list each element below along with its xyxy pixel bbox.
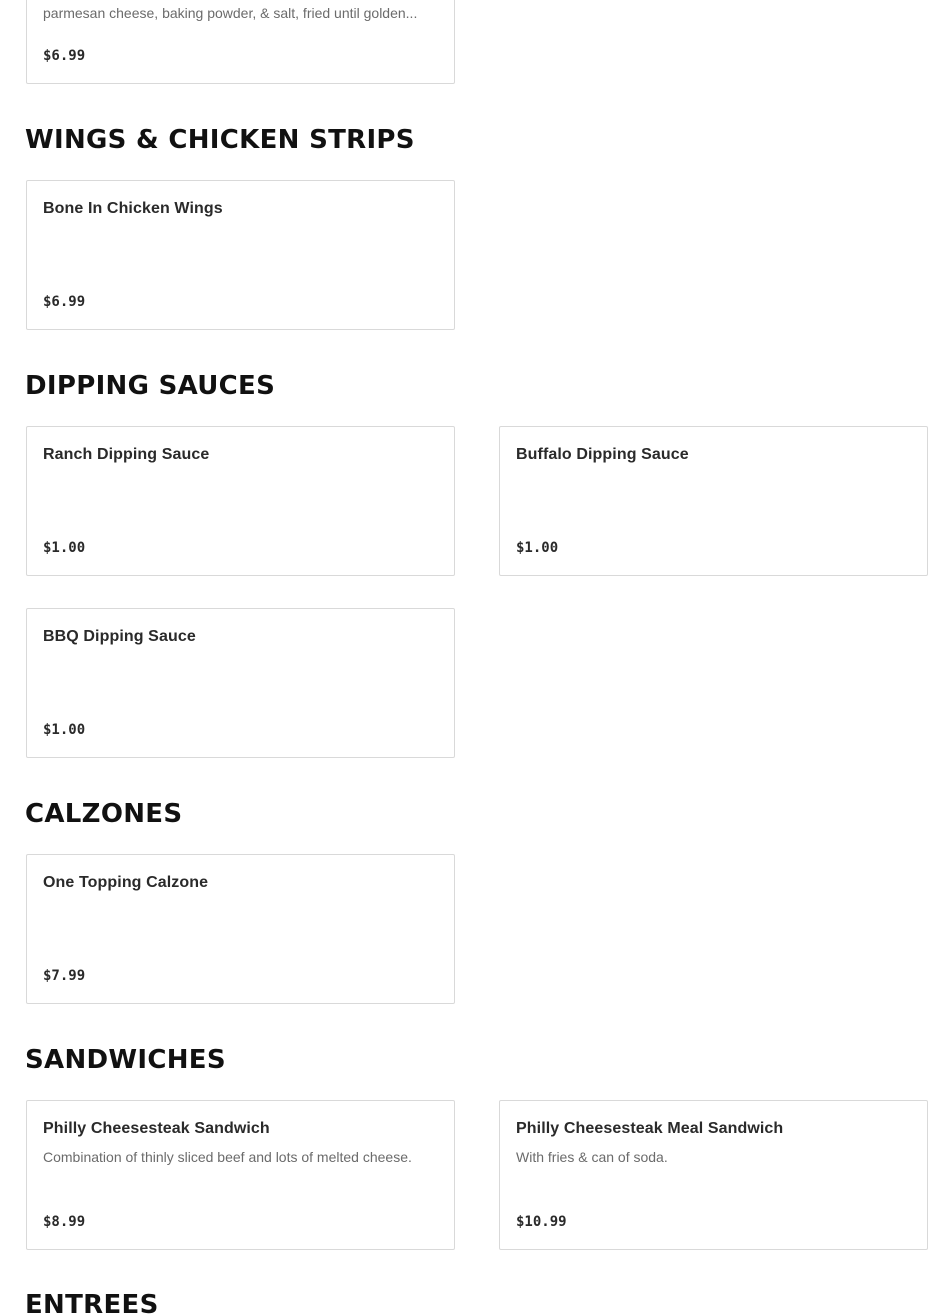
- menu-item-price: $7.99: [43, 968, 86, 984]
- menu-item-name: One Topping Calzone: [43, 874, 209, 891]
- menu-item-name: Buffalo Dipping Sauce: [516, 446, 689, 463]
- section-heading-sauces: DIPPING SAUCES: [25, 371, 276, 401]
- menu-item-name: Ranch Dipping Sauce: [43, 446, 210, 463]
- menu-item-name: Philly Cheesesteak Sandwich: [43, 1120, 270, 1137]
- menu-item-price: $8.99: [43, 1214, 86, 1230]
- menu-item-name: Bone In Chicken Wings: [43, 200, 223, 217]
- menu-item-price: $6.99: [43, 294, 86, 310]
- section-heading-sandwiches: SANDWICHES: [25, 1045, 226, 1075]
- menu-item-price: $6.99: [43, 48, 86, 64]
- menu-item-card[interactable]: [26, 180, 455, 330]
- menu-item-price: $10.99: [516, 1214, 567, 1230]
- menu-item-card[interactable]: [26, 0, 455, 84]
- menu-item-name: Philly Cheesesteak Meal Sandwich: [516, 1120, 784, 1137]
- menu-item-description: Combination of thinly sliced beef and lots of melted cheese.: [43, 1149, 412, 1165]
- menu-item-card[interactable]: [499, 1100, 928, 1250]
- menu-item-card[interactable]: [26, 426, 455, 576]
- menu-item-price: $1.00: [516, 540, 559, 556]
- menu-item-description: With fries & can of soda.: [516, 1149, 668, 1165]
- menu-item-card[interactable]: [26, 854, 455, 1004]
- section-heading-calzones: CALZONES: [25, 799, 183, 829]
- menu-item-name: BBQ Dipping Sauce: [43, 628, 196, 645]
- menu-item-card[interactable]: [499, 426, 928, 576]
- menu-item-card[interactable]: [26, 1100, 455, 1250]
- menu-item-description: parmesan cheese, baking powder, & salt, fried until golden...: [43, 5, 418, 21]
- menu-item-card[interactable]: [26, 608, 455, 758]
- menu-item-price: $1.00: [43, 722, 86, 738]
- menu-item-price: $1.00: [43, 540, 86, 556]
- section-heading-entrees: ENTREES: [25, 1290, 159, 1315]
- section-heading-wings: WINGS & CHICKEN STRIPS: [25, 125, 415, 155]
